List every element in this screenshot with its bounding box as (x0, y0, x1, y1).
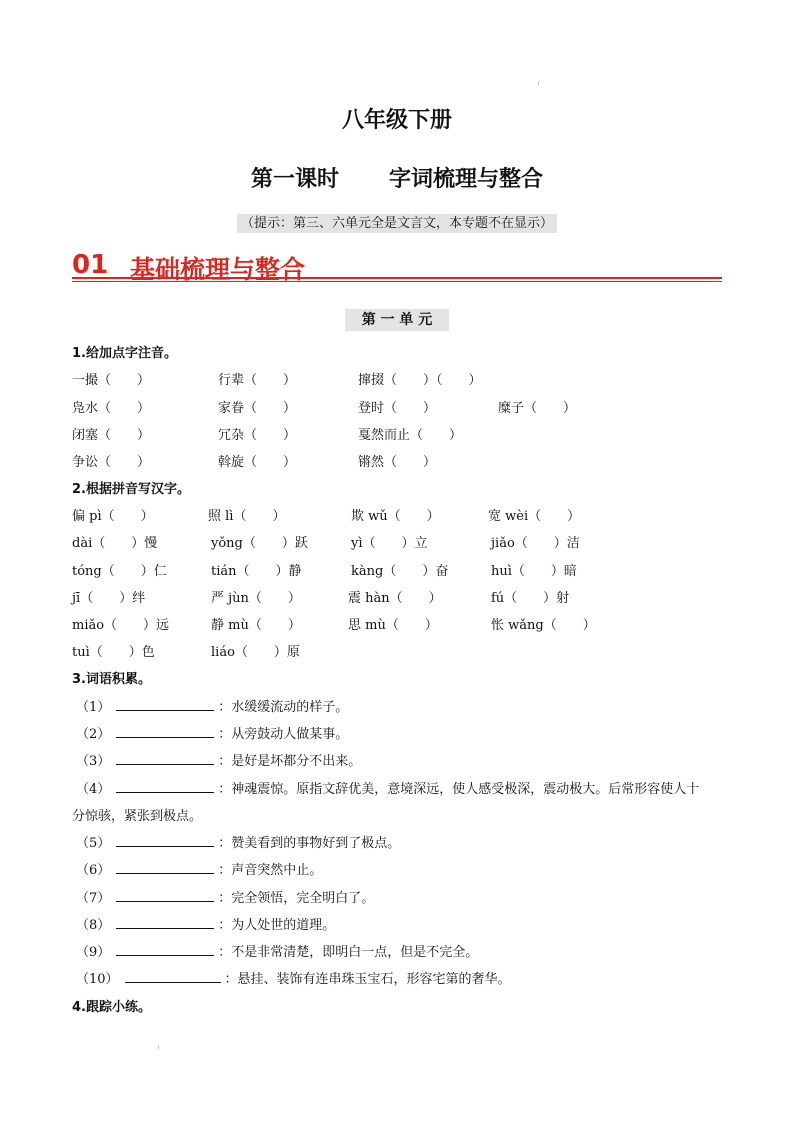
question-4-title: 4.跟踪小练。 (72, 1000, 151, 1015)
q2-cell: 宽 wèi（ ） (488, 509, 581, 524)
q2-cell: yì（ ）立 (351, 536, 428, 551)
vocab-item (76, 750, 361, 769)
vocab-number: （9） (76, 945, 111, 960)
q1-cell: 闭塞（ ） (72, 428, 151, 443)
answer-blank[interactable] (116, 889, 214, 902)
q1-cell: 戛然而止（ ） (358, 428, 463, 443)
q1-cell: 一撮（ ） (72, 373, 151, 388)
q2-cell: 震 hàn（ ） (348, 591, 442, 606)
q2-cell: fú（ ）射 (491, 591, 570, 606)
vocab-item (76, 832, 400, 851)
vocab-number: （2） (76, 727, 111, 742)
q2-cell: huì（ ）暗 (491, 564, 577, 579)
vocab-number: （10） (76, 972, 119, 987)
section-rule (72, 281, 722, 282)
q1-cell: 家眷（ ） (218, 401, 297, 416)
q2-cell: 照 lì（ ） (208, 509, 286, 524)
q2-cell: 欺 wǔ（ ） (351, 509, 440, 524)
answer-blank[interactable] (116, 916, 214, 929)
q2-cell: yǒng（ ）跃 (211, 536, 308, 551)
vocab-definition: ：为人处世的道理。 (218, 918, 336, 933)
vocab-definition: ：从旁鼓动人做某事。 (218, 727, 349, 742)
section-rule (72, 277, 722, 279)
q1-cell: 登时（ ） (358, 401, 437, 416)
answer-blank[interactable] (116, 725, 214, 738)
lesson-label: 第一课时 (250, 167, 339, 192)
question-3-title: 3.词语积累。 (72, 672, 151, 687)
q1-cell: 锵然（ ） (358, 455, 437, 470)
vocab-definition: ：是好是坏都分不出来。 (218, 754, 362, 769)
q1-cell: 凫水（ ） (72, 401, 151, 416)
answer-blank[interactable] (116, 752, 214, 765)
vocab-number: （7） (76, 891, 111, 906)
q1-cell: 冗杂（ ） (218, 428, 297, 443)
vocab-definition: ：神魂震惊。原指文辞优美，意境深远，使人感受极深，震动极大。后常形容使人十 (218, 782, 700, 797)
q2-cell: jī（ ）绊 (72, 591, 146, 606)
vocab-definition: ：不是非常清楚，即明白一点，但是不完全。 (218, 945, 479, 960)
vocab-definition: ：悬挂、装饰有连串珠玉宝石，形容宅第的奢华。 (224, 972, 511, 987)
vocab-definition: ：赞美看到的事物好到了极点。 (218, 836, 401, 851)
q2-cell: 思 mù（ ） (348, 618, 438, 633)
vocab-item (76, 941, 478, 960)
vocab-item (76, 696, 348, 715)
q2-cell: 偏 pì（ ） (72, 509, 154, 524)
lesson-topic: 字词梳理与整合 (389, 167, 544, 192)
q2-cell: 严 jùn（ ） (211, 591, 301, 606)
q2-cell: dài（ ）慢 (72, 536, 158, 551)
section-number: 01 (72, 250, 109, 280)
q2-cell: 静 mù（ ） (211, 618, 301, 633)
page-mark (158, 1045, 159, 1049)
answer-blank[interactable] (116, 834, 214, 847)
vocab-number: （4） (76, 782, 111, 797)
tip-note (0, 212, 794, 231)
vocab-item (76, 968, 511, 987)
vocab-definition: ：完全领悟，完全明白了。 (218, 891, 375, 906)
vocab-item (76, 723, 348, 742)
page-mark (538, 82, 539, 85)
vocab-number: （6） (76, 863, 111, 878)
q1-cell: 斡旋（ ） (218, 455, 297, 470)
vocab-number: （3） (76, 754, 111, 769)
vocab-item (76, 778, 699, 797)
answer-blank[interactable] (116, 861, 214, 874)
section-title: 基础梳理与整合 (130, 255, 306, 284)
q1-cell: 行辈（ ） (218, 373, 297, 388)
q2-cell: tuì（ ）色 (72, 645, 155, 660)
answer-blank[interactable] (116, 780, 214, 793)
unit-title: 第 一 单 元 (345, 309, 449, 331)
q2-cell: miǎo（ ）远 (72, 618, 170, 633)
vocab-definition: ：水缓缓流动的样子。 (218, 700, 349, 715)
q2-cell: kàng（ ）奋 (351, 564, 449, 579)
vocab-number: （5） (76, 836, 111, 851)
q1-cell: 撺掇（ ）（ ） (358, 373, 482, 388)
q2-cell: liáo（ ）原 (211, 645, 300, 660)
q1-cell: 糜子（ ） (498, 401, 577, 416)
section-header (72, 250, 722, 286)
vocab-number: （8） (76, 918, 111, 933)
answer-blank[interactable] (125, 970, 221, 983)
vocab-item (76, 887, 374, 906)
vocab-number: （1） (76, 700, 111, 715)
q2-cell: tián（ ）静 (211, 564, 302, 579)
question-2-title: 2.根据拼音写汉字。 (72, 482, 190, 497)
answer-blank[interactable] (116, 943, 214, 956)
q2-cell: tóng（ ）仁 (72, 564, 167, 579)
vocab-definition-continued: 分惊骇，紧张到极点。 (72, 809, 203, 824)
answer-blank[interactable] (116, 698, 214, 711)
vocab-definition: ：声音突然中止。 (218, 863, 323, 878)
vocab-item (76, 859, 322, 878)
vocab-item (76, 914, 335, 933)
tip-text: （提示：第三、六单元全是文言文，本专题不在显示） (237, 214, 557, 233)
q2-cell: 怅 wǎng（ ） (491, 618, 596, 633)
q2-cell: jiǎo（ ）洁 (491, 536, 580, 551)
q1-cell: 争讼（ ） (72, 455, 151, 470)
lesson-title (0, 162, 794, 193)
question-1-title: 1.给加点字注音。 (72, 346, 177, 361)
grade-title: 八年级下册 (341, 108, 452, 133)
